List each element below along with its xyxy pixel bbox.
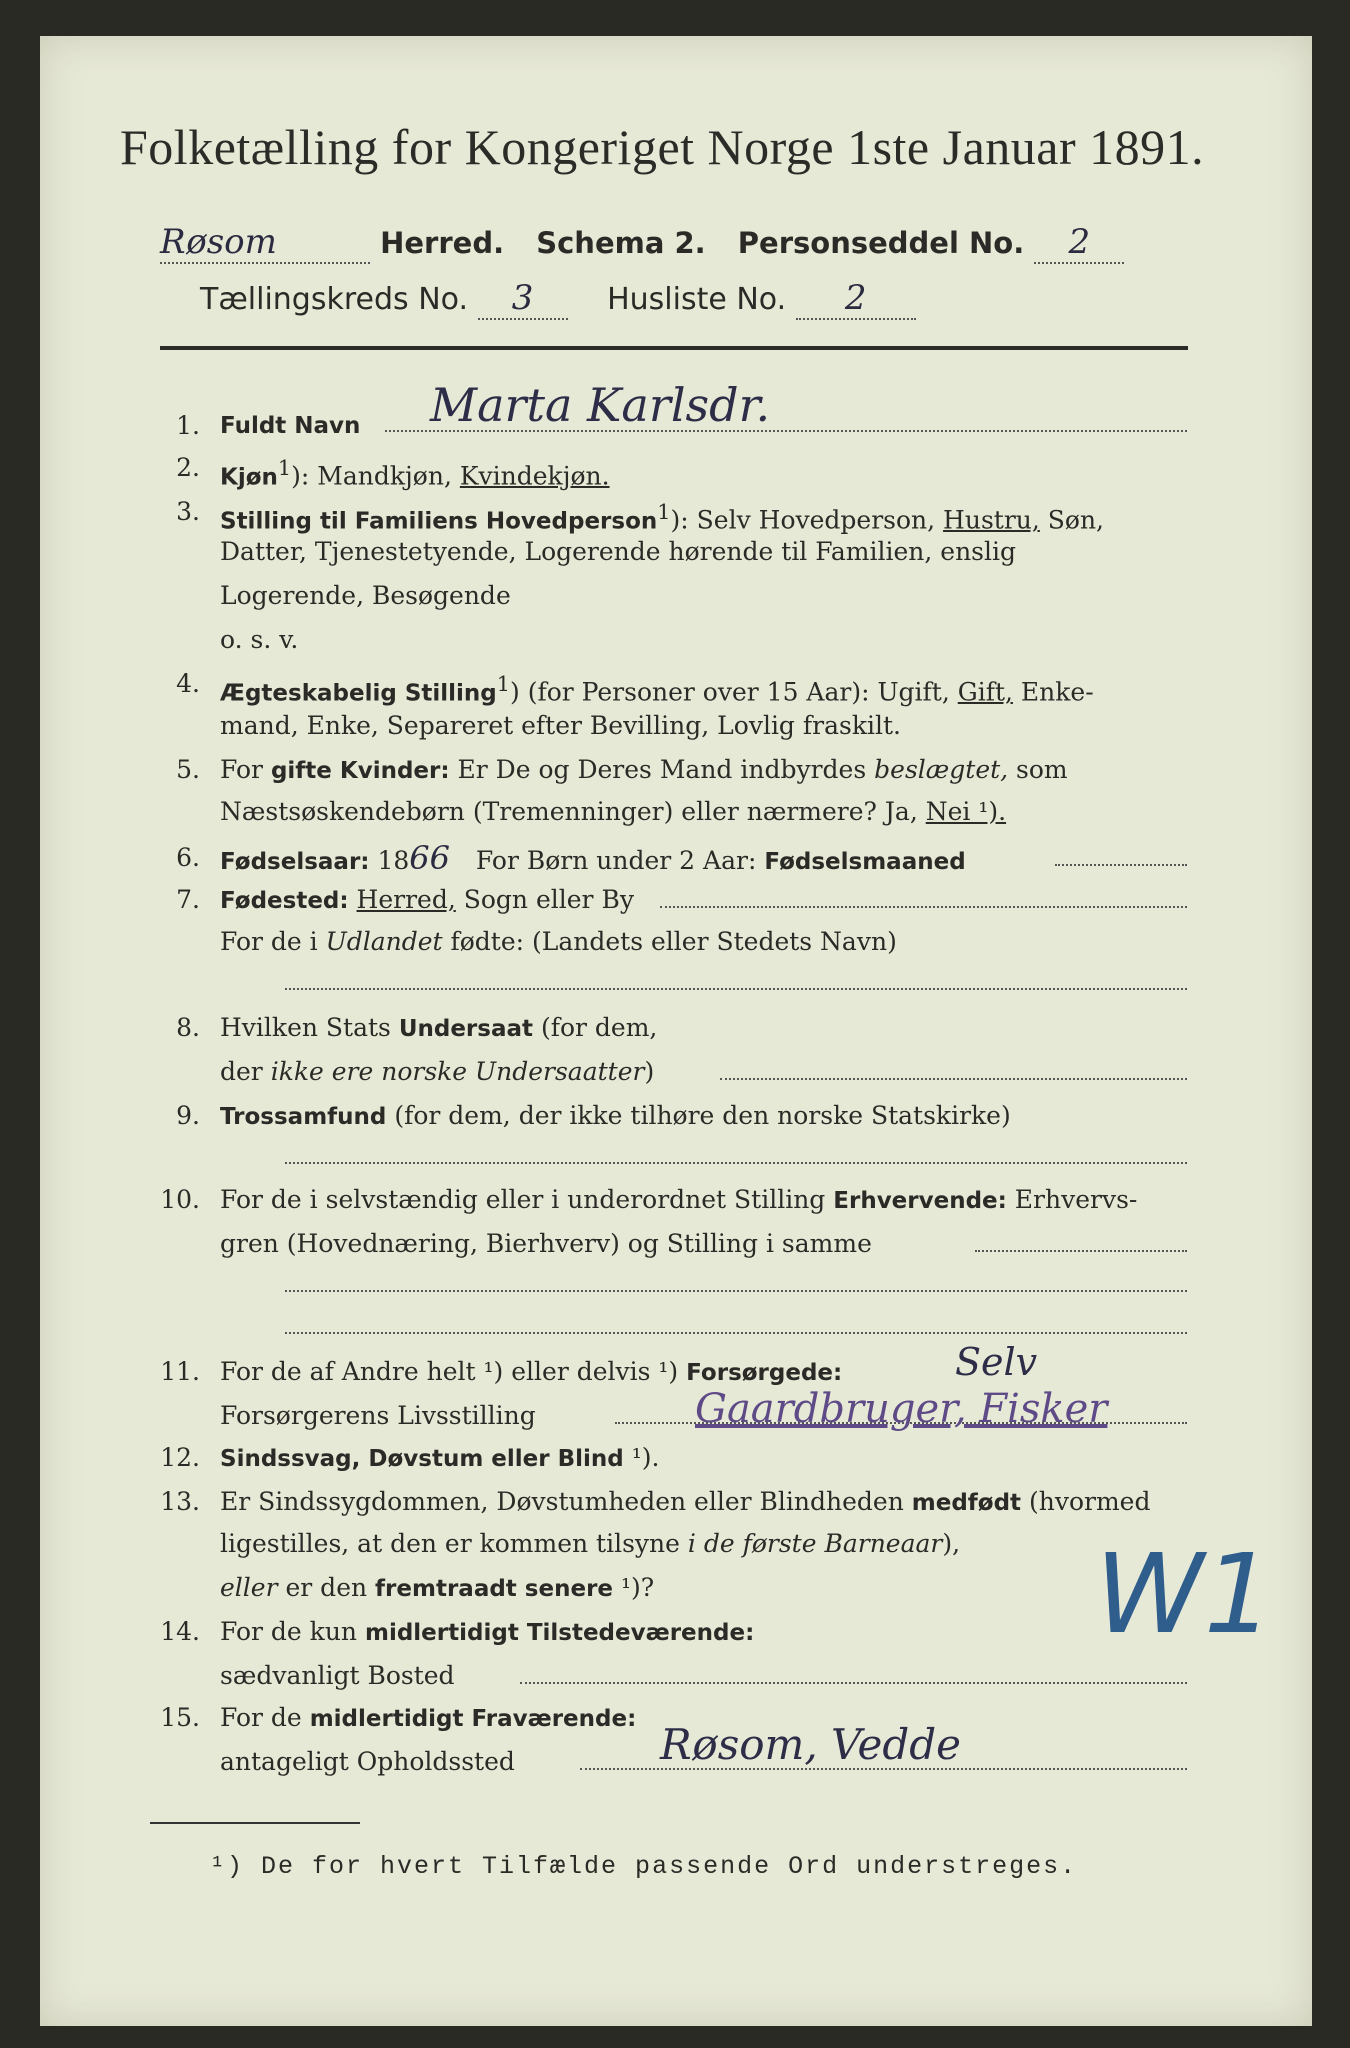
item-text: der (220, 1057, 271, 1086)
footnote: ¹) De for hvert Tilfælde passende Ord understreges. (210, 1852, 1078, 1881)
underlined-choice: Gift, (957, 677, 1013, 707)
item-number: 6. (176, 843, 200, 872)
kreds-number: 3 (478, 278, 568, 320)
item-text: For de kun (220, 1617, 365, 1646)
temporary-residence-value: Røsom, Vedde (660, 1720, 962, 1769)
item-text: er den (277, 1573, 376, 1602)
item-label: Stilling til Familiens Hovedperson (220, 508, 658, 535)
religion-fill (285, 1162, 1187, 1164)
occupation-fill-1 (975, 1250, 1187, 1252)
item-number: 15. (160, 1703, 200, 1732)
item-text: Er De og Deres Mand indbyrdes (449, 755, 875, 784)
item-text: Næstsøskendebørn (Tremenninger) eller nærmere? Ja, (220, 797, 926, 826)
item-text: fødte: (Landets eller Stedets Navn) (442, 927, 897, 956)
header-line-3 (200, 278, 916, 320)
item-text: (hvormed (1021, 1487, 1151, 1516)
item-italic-text: beslægtet, (874, 755, 1009, 784)
municipality-value: Røsom (160, 222, 370, 264)
item-italic-text: eller (220, 1573, 278, 1602)
item-text: Sogn eller By (455, 885, 634, 914)
birth-year-value: 66 (409, 839, 450, 877)
item-text: ) (for Personer over 15 Aar): Ugift, (510, 677, 958, 707)
item-number: 1. (176, 411, 200, 440)
occupation-fill-2 (285, 1290, 1187, 1292)
item-text: ) (644, 1057, 655, 1086)
birthplace-fill (660, 906, 1187, 908)
item-number: 12. (160, 1443, 200, 1472)
full-name-value: Marta Karlsdr. (430, 378, 771, 432)
citizenship-fill (720, 1078, 1187, 1080)
item-text: For de (220, 1703, 310, 1732)
item-text: antageligt Opholdssted (220, 1747, 515, 1776)
usual-residence-fill (520, 1682, 1187, 1684)
provider-occupation-value: Gaardbruger, Fisker (695, 1386, 1108, 1432)
item-number: 7. (176, 885, 200, 914)
item-italic-text: ikke ere norske Undersaatter (270, 1057, 645, 1086)
item-number: 14. (160, 1617, 200, 1646)
item-text: For de af Andre helt ¹) eller delvis ¹) (220, 1357, 687, 1386)
item-label: Fødested: (220, 888, 349, 914)
herred-label: Herred. (380, 226, 505, 260)
item-text: For de i (220, 927, 326, 956)
underlined-choice: Herred, (356, 885, 456, 914)
item-text: o. s. v. (220, 625, 299, 654)
underlined-choice: Hustru, (943, 505, 1040, 535)
personseddel-number: 2 (1034, 222, 1124, 264)
item-label: Kjøn (220, 464, 278, 491)
item-text: Hvilken Stats (220, 1013, 399, 1042)
header-line-2 (160, 222, 1190, 264)
item-text: ), (942, 1529, 961, 1558)
item-text: som (1008, 755, 1068, 784)
item-number: 13. (160, 1487, 200, 1516)
margin-mark: W1 (1095, 1530, 1274, 1658)
item-text: Logerende, Besøgende (220, 581, 511, 610)
item-number: 10. (160, 1185, 200, 1214)
occupation-fill-3 (285, 1332, 1187, 1334)
underlined-choice: Nei ¹). (925, 797, 1007, 826)
personseddel-label: Personseddel No. (737, 226, 1025, 260)
item-text: Enke- (1012, 677, 1094, 707)
item-label: Erhvervende: (833, 1188, 1007, 1214)
item-number: 8. (176, 1013, 200, 1042)
item-text: ligestilles, at den er kommen tilsyne (220, 1529, 688, 1558)
birth-month-fill (1055, 864, 1187, 866)
item-label: Fødselsaar: (220, 849, 370, 875)
item-text: (for dem, (533, 1013, 658, 1042)
item-label: fremtraadt senere (375, 1576, 614, 1602)
header-rule (160, 346, 1188, 350)
item-number: 3. (176, 497, 200, 526)
item-number: 4. (176, 669, 200, 698)
item-text: For de i selvstændig eller i underordnet Stilling (220, 1185, 834, 1214)
footnote-rule (150, 1822, 360, 1824)
item-label: Fødselsmaaned (764, 849, 966, 875)
item-text: ): Selv Hovedperson, (670, 505, 944, 535)
item-text: 18 (369, 846, 410, 875)
kreds-label: Tællingskreds No. (200, 282, 468, 317)
item-label: Trossamfund (220, 1104, 387, 1130)
foreign-birthplace-fill (285, 988, 1187, 990)
item-label: Fuldt Navn (220, 413, 361, 439)
item-label: gifte Kvinder: (270, 758, 450, 784)
item-italic-text: Udlandet (325, 927, 443, 956)
husliste-number: 2 (796, 278, 916, 320)
item-label: midlertidigt Tilstedeværende: (364, 1620, 755, 1646)
item-label: midlertidigt Fraværende: (309, 1706, 637, 1732)
item-text: ): Mandkjøn, (291, 461, 460, 491)
item-text: ¹)? (613, 1573, 655, 1602)
item-text: (for dem, der ikke tilhøre den norske Statskirke) (386, 1101, 1011, 1130)
item-number: 5. (176, 755, 200, 784)
item-text: sædvanligt Bosted (220, 1661, 455, 1690)
schema-label: Schema 2. (536, 226, 706, 260)
item-text: For (220, 755, 271, 784)
item-text: Datter, Tjenestetyende, Logerende hørende til Familien, enslig (220, 537, 1017, 566)
item-italic-text: i de første Barneaar (687, 1529, 943, 1558)
underlined-choice: Kvindekjøn. (459, 461, 610, 491)
item-number: 2. (176, 453, 200, 482)
item-label: medfødt (911, 1490, 1022, 1516)
item-number: 9. (176, 1101, 200, 1130)
item-text: For Børn under 2 Aar: (467, 846, 765, 875)
item-number: 11. (160, 1357, 200, 1386)
item-text: gren (Hovednæring, Bierhverv) og Stilling i samme (220, 1229, 872, 1258)
item-label: Forsørgede: (686, 1360, 843, 1386)
item-label: Undersaat (398, 1016, 533, 1042)
item-text: mand, Enke, Separeret efter Bevilling, Lovlig fraskilt. (220, 711, 901, 740)
item-label: Sindssvag, Døvstum eller Blind (220, 1446, 624, 1472)
husliste-label: Husliste No. (607, 282, 787, 317)
item-text: Erhvervs- (1006, 1185, 1138, 1214)
item-text: Søn, (1039, 505, 1105, 535)
item-text: Er Sindssygdommen, Døvstumheden eller Blindheden (220, 1487, 912, 1516)
supported-value: Selv (955, 1340, 1038, 1384)
item-text: ¹). (623, 1443, 660, 1472)
item-label: Ægteskabelig Stilling (220, 680, 497, 707)
item-text: Forsørgerens Livsstilling (220, 1401, 536, 1430)
form-title: Folketælling for Kongeriget Norge 1ste Januar 1891. (120, 119, 1205, 175)
